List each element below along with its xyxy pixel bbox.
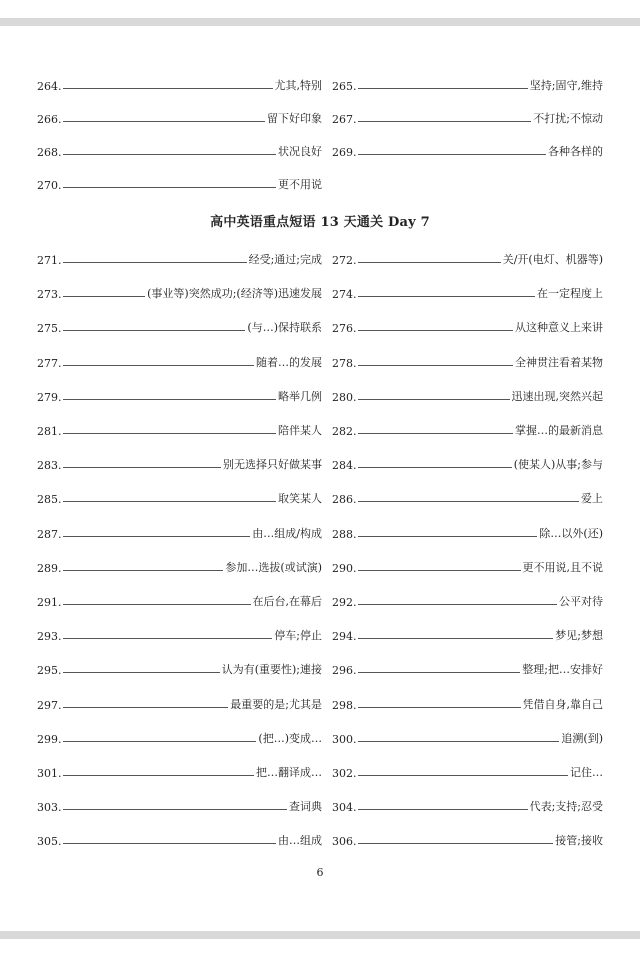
exercise-item: [332, 452, 603, 472]
exercise-item: [332, 384, 603, 404]
section-title: 高中英语重点短语 13 天通关 Day 7: [210, 215, 430, 230]
item-number: 298.: [332, 698, 357, 712]
exercise-item: [37, 247, 322, 267]
exercise-item: [37, 726, 322, 746]
exercise-item: [332, 247, 603, 267]
exercise-item: [332, 73, 603, 93]
item-number: 276.: [332, 322, 357, 336]
item-number: 286.: [332, 493, 357, 507]
answer-blank[interactable]: [63, 262, 247, 263]
exercise-item: [37, 73, 322, 93]
chinese-meaning: 更不用说,且不说: [522, 560, 603, 574]
chinese-meaning: 凭借自身,靠自己: [522, 697, 603, 711]
item-number: 287.: [37, 527, 62, 541]
chinese-meaning: 梦见;梦想: [555, 629, 603, 643]
chinese-meaning: 爱上: [581, 492, 603, 506]
chinese-meaning: 停车;停止: [274, 629, 322, 643]
answer-blank[interactable]: [63, 536, 250, 537]
answer-blank[interactable]: [63, 501, 276, 502]
item-number: 299.: [37, 732, 62, 746]
exercise-item: [37, 589, 322, 609]
answer-blank[interactable]: [63, 775, 254, 776]
answer-blank[interactable]: [358, 365, 513, 366]
exercise-item: [332, 555, 603, 575]
item-number: 267.: [332, 113, 357, 126]
answer-blank[interactable]: [63, 843, 276, 844]
exercise-item: [37, 315, 322, 335]
exercise-item: [37, 106, 322, 126]
answer-blank[interactable]: [63, 809, 287, 810]
item-number: 274.: [332, 288, 357, 302]
exercise-row: [37, 692, 603, 712]
item-number: 304.: [332, 801, 357, 815]
chinese-meaning: 由…组成/构成: [252, 526, 322, 540]
exercise-row: [37, 521, 603, 541]
answer-blank[interactable]: [358, 262, 501, 263]
chinese-meaning: 最重要的是;尤其是: [230, 697, 322, 711]
chinese-meaning: 各种各样的: [548, 145, 603, 158]
exercise-row: [37, 589, 603, 609]
chinese-meaning: 全神贯注看着某物: [515, 355, 603, 369]
exercise-row: [37, 73, 603, 93]
item-number: 293.: [37, 630, 62, 644]
exercise-row: [37, 172, 603, 192]
exercise-item: [332, 315, 603, 335]
item-number: 303.: [37, 801, 62, 815]
exercise-item: [332, 106, 603, 126]
chinese-meaning: 经受;通过;完成: [248, 253, 322, 266]
chinese-meaning: 由…组成: [278, 834, 322, 848]
chinese-meaning: 接管;接收: [555, 834, 603, 848]
answer-blank[interactable]: [63, 88, 273, 89]
exercise-item: [37, 692, 322, 712]
answer-blank[interactable]: [358, 433, 513, 434]
chinese-meaning: 查词典: [289, 800, 322, 814]
answer-blank[interactable]: [358, 467, 512, 468]
exercise-item: [332, 828, 603, 848]
exercise-row: [37, 657, 603, 677]
exercise-item: [37, 623, 322, 643]
chinese-meaning: 尤其,特别: [274, 79, 322, 92]
chinese-meaning: 记住…: [570, 766, 603, 779]
chinese-meaning: 从这种意义上来讲: [515, 321, 603, 335]
bottom-edge-bar: [0, 931, 640, 939]
chinese-meaning: 更不用说: [278, 178, 322, 191]
exercise-row: [37, 623, 603, 643]
item-number: 295.: [37, 664, 62, 678]
chinese-meaning: 参加…选拔(或试演): [225, 560, 322, 574]
item-number: 266.: [37, 113, 62, 126]
exercise-row: [37, 726, 603, 746]
page-number: 6: [316, 866, 324, 879]
item-number: 300.: [332, 732, 357, 746]
item-number: 265.: [332, 80, 357, 93]
chinese-meaning: 状况良好: [278, 145, 322, 158]
answer-blank[interactable]: [358, 707, 521, 708]
item-number: 289.: [37, 561, 62, 575]
answer-blank[interactable]: [358, 296, 535, 297]
answer-blank[interactable]: [63, 433, 276, 434]
answer-blank[interactable]: [358, 775, 568, 776]
exercise-row: [37, 106, 603, 126]
answer-blank[interactable]: [63, 638, 272, 639]
chinese-meaning: 随着…的发展: [256, 355, 322, 369]
chinese-meaning: 坚持;固守,维持: [529, 79, 603, 92]
exercise-item: [37, 760, 322, 780]
item-number: 292.: [332, 596, 357, 609]
exercise-item: [37, 281, 322, 301]
answer-blank[interactable]: [358, 809, 528, 810]
chinese-meaning: (把…)变成…: [258, 731, 322, 745]
chinese-meaning: 留下好印象: [267, 112, 322, 125]
chinese-meaning: 认为有(重要性);連接: [221, 663, 322, 677]
chinese-meaning: 整理;把…安排好: [522, 663, 603, 677]
chinese-meaning: (事业等)突然成功;(经济等)迅速发展: [147, 287, 322, 301]
exercise-item: [37, 139, 322, 159]
item-number: 294.: [332, 630, 357, 644]
exercise-row: [37, 384, 603, 404]
exercise-row: [37, 452, 603, 472]
exercise-item: [332, 589, 603, 609]
exercise-item: [332, 726, 603, 746]
exercise-item: [332, 692, 603, 712]
item-number: 282.: [332, 425, 357, 438]
answer-blank[interactable]: [358, 154, 546, 155]
exercise-item: [332, 657, 603, 677]
answer-blank[interactable]: [358, 638, 553, 639]
exercise-item: [37, 452, 322, 472]
answer-blank[interactable]: [63, 296, 145, 297]
exercise-item: [37, 172, 322, 192]
exercise-item: [37, 794, 322, 814]
exercise-row: [37, 760, 603, 780]
chinese-meaning: 在一定程度上: [537, 287, 603, 301]
item-number: 269.: [332, 146, 357, 159]
answer-blank[interactable]: [63, 707, 228, 708]
exercise-row: [37, 828, 603, 848]
chinese-meaning: 在后台,在幕后: [252, 595, 322, 608]
item-number: 270.: [37, 179, 62, 192]
exercise-item: [37, 828, 322, 848]
answer-blank[interactable]: [358, 399, 510, 400]
answer-blank[interactable]: [63, 154, 276, 155]
exercise-row: [37, 555, 603, 575]
answer-blank[interactable]: [358, 330, 513, 331]
chinese-meaning: 略举几例: [278, 389, 322, 403]
answer-blank[interactable]: [63, 330, 245, 331]
answer-blank[interactable]: [63, 187, 276, 188]
exercise-item: [37, 384, 322, 404]
exercise-item: [332, 794, 603, 814]
chinese-meaning: (使某人)从事;参与: [513, 458, 603, 472]
exercise-item: [332, 486, 603, 506]
chinese-meaning: 取笑某人: [278, 492, 322, 506]
item-number: 264.: [37, 80, 62, 93]
item-number: 271.: [37, 254, 62, 267]
item-number: 277.: [37, 356, 62, 370]
chinese-meaning: (与…)保持联系: [247, 321, 322, 335]
chinese-meaning: 除…以外(还): [539, 526, 603, 540]
exercise-item: [37, 418, 322, 438]
exercise-row: [37, 794, 603, 814]
item-number: 305.: [37, 835, 62, 849]
answer-blank[interactable]: [63, 467, 221, 468]
exercise-item: [37, 555, 322, 575]
chinese-meaning: 公平对待: [559, 595, 603, 608]
item-number: 273.: [37, 288, 62, 302]
item-number: 281.: [37, 425, 62, 438]
exercise-row: [37, 281, 603, 301]
exercise-item: [332, 623, 603, 643]
chinese-meaning: 代表;支持;忍受: [529, 800, 603, 814]
answer-blank[interactable]: [63, 399, 276, 400]
item-number: 301.: [37, 767, 62, 780]
answer-blank[interactable]: [358, 843, 553, 844]
item-number: 283.: [37, 459, 62, 473]
chinese-meaning: 别无选择只好做某事: [223, 458, 322, 472]
item-number: 272.: [332, 254, 357, 267]
answer-blank[interactable]: [358, 501, 579, 502]
chinese-meaning: 掌握…的最新消息: [515, 424, 603, 437]
answer-blank[interactable]: [358, 672, 520, 673]
item-number: 290.: [332, 561, 357, 575]
answer-blank[interactable]: [63, 672, 220, 673]
exercise-item: [37, 521, 322, 541]
exercise-item: [37, 486, 322, 506]
item-number: 280.: [332, 390, 357, 404]
item-number: 285.: [37, 493, 62, 507]
answer-blank[interactable]: [63, 604, 251, 605]
exercise-item: [332, 760, 603, 780]
item-number: 268.: [37, 146, 62, 159]
chinese-meaning: 关/开(电灯、机器等): [502, 253, 603, 266]
answer-blank[interactable]: [63, 741, 256, 742]
answer-blank[interactable]: [358, 604, 557, 605]
item-number: 279.: [37, 390, 62, 404]
item-number: 297.: [37, 698, 62, 712]
chinese-meaning: 陪伴某人: [278, 424, 322, 437]
exercise-item: [332, 281, 603, 301]
chinese-meaning: 不打扰;不惊动: [533, 112, 603, 125]
item-number: 296.: [332, 664, 357, 678]
item-number: 302.: [332, 767, 357, 780]
chinese-meaning: 追溯(到): [561, 731, 603, 745]
exercise-item: [37, 657, 322, 677]
answer-blank[interactable]: [358, 536, 537, 537]
item-number: 306.: [332, 835, 357, 849]
exercise-row: [37, 486, 603, 506]
answer-blank[interactable]: [358, 88, 528, 89]
item-number: 288.: [332, 527, 357, 541]
answer-blank[interactable]: [63, 365, 254, 366]
item-number: 284.: [332, 459, 357, 473]
chinese-meaning: 把…翻译成…: [256, 766, 322, 779]
answer-blank[interactable]: [358, 570, 521, 571]
exercise-row: [37, 350, 603, 370]
answer-blank[interactable]: [63, 121, 265, 122]
exercise-row: [37, 418, 603, 438]
exercise-item: [332, 418, 603, 438]
exercise-item: [37, 350, 322, 370]
item-number: 291.: [37, 596, 62, 609]
exercise-item: [332, 521, 603, 541]
item-number: 275.: [37, 322, 62, 336]
answer-blank[interactable]: [358, 741, 559, 742]
answer-blank[interactable]: [63, 570, 223, 571]
chinese-meaning: 迅速出现,突然兴起: [511, 389, 603, 403]
exercise-item: [332, 350, 603, 370]
exercise-row: [37, 247, 603, 267]
exercise-item: [332, 139, 603, 159]
exercise-row: [37, 139, 603, 159]
item-number: 278.: [332, 356, 357, 370]
exercise-row: [37, 315, 603, 335]
answer-blank[interactable]: [358, 121, 531, 122]
